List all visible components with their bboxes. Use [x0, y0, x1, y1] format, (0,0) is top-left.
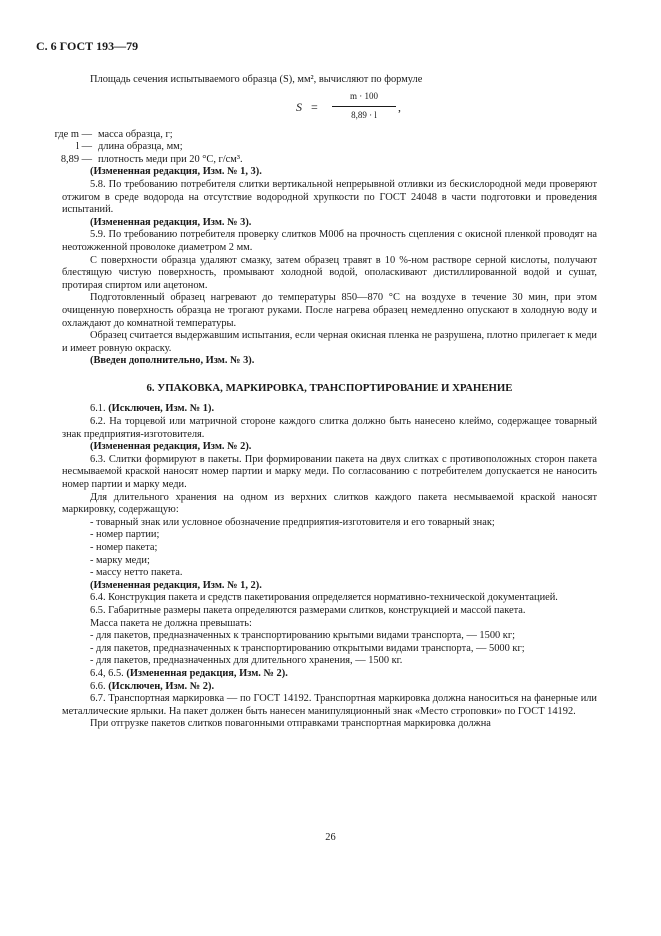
definition-sym: m — — [70, 128, 92, 140]
clause-6-1 — [62, 403, 597, 416]
list-item: - для пакетов, предназначенных для длительного хранения, — 1500 кг. — [90, 655, 403, 667]
formula-comma: , — [398, 99, 401, 114]
amendment-note: (Исключен, Изм. № 2). — [108, 680, 215, 692]
section-heading: 6. УПАКОВКА, МАРКИРОВКА, ТРАНСПОРТИРОВАНИЕ И ХРАНЕНИЕ — [146, 381, 513, 394]
clause-6-4-6-5 — [62, 668, 597, 681]
paragraph: Для длительного хранения на одном из верхних слитков каждого пакета несмываемой краской наносят маркировку, содержащую: — [62, 491, 597, 516]
list-item: - товарный знак или условное обозначение предприятия-изготовителя и его товарный знак; — [90, 516, 495, 528]
list-item: - для пакетов, предназначенных к транспортированию открытыми видами транспорта, — 5000 кг; — [90, 642, 525, 654]
list-item: - номер пакета; — [90, 542, 158, 553]
list-item: - марку меди; — [90, 554, 150, 566]
amendment-note: (Измененная редакция, Изм. № 2). — [126, 667, 288, 679]
formula-lhs: S — [296, 99, 302, 114]
formula-equals: = — [311, 99, 318, 114]
area-formula — [62, 89, 597, 127]
clause-6-3: 6.3. Слитки формируют в пакеты. При формировании пакета на двух слитках с противоположных сторон пакета несмываемой краской наносят номер партии и марку меди. По согласованию с потребителем допускается не наносить номер партии и марку меди. — [62, 453, 597, 491]
list-item: - номер партии; — [90, 529, 160, 541]
page-number: 26 — [325, 832, 336, 843]
clause-6-4: 6.4. Конструкция пакета и средств пакетирования определяется нормативно-технической документацией. — [90, 592, 558, 604]
paragraph: С поверхности образца удаляют смазку, затем образец травят в 10 %-ном растворе серной кислоты, получают блестящую чистую поверхность, промывают холодной водой, ополаскивают дистиллированной водой и сушат, протирая спиртом или ацетоном. — [62, 254, 597, 291]
list-item: - массу нетто пакета. — [90, 567, 183, 579]
paragraph: При отгрузке пакетов слитков повагонными отправками транспортная маркировка должна — [90, 718, 491, 730]
definition-symbol — [44, 129, 98, 142]
definition-prefix: где — [54, 128, 69, 140]
paragraph: Подготовленный образец нагревают до температуры 850—870 °С на воздухе в течение 30 мин, при этом очищенную поверхность образца не трогают руками. После нагрева образец немедленно опускают в холодную воду и охлаждают до комнатной температуры. — [62, 292, 597, 329]
definition-row — [62, 154, 597, 167]
definition-sym: l — — [76, 141, 92, 153]
clause-6-2: 6.2. На торцевой или матричной стороне каждого слитка должно быть нанесено клеймо, содержащее товарный знак предприятия-изготовителя. — [62, 416, 597, 440]
formula-denominator: 8,89 · l — [351, 109, 377, 120]
document-body — [54, 74, 597, 731]
definition-sym: 8,89 — — [60, 153, 92, 165]
definition-row — [62, 141, 597, 154]
clause-5-9: 5.9. По требованию потребителя проверку слитков М00б на прочность сцепления с окисной пленкой проводят на неотожженной проволоке диаметром 2 мм. — [62, 229, 597, 253]
clause-number: 6.1. — [90, 403, 106, 415]
fraction-bar — [332, 106, 396, 107]
clause-6-5: 6.5. Габаритные размеры пакета определяются размерами слитков, конструкцией и массой пакета. — [90, 604, 526, 616]
clause-5-8: 5.8. По требованию потребителя слитки вертикальной непрерывной отливки из бескислородной меди проверяют отжигом в среде водорода на отсутствие водородной хрупкости по ГОСТ 24048 в части подготовки и проведения испытаний. — [62, 178, 597, 216]
formula-intro: Площадь сечения испытываемого образца (S), мм², вычисляют по формуле — [90, 74, 423, 85]
paragraph: Образец считается выдержавшим испытания, если черная окисная пленка не разрушена, плотно прилегает к меди и имеет ровную окраску. — [62, 330, 597, 354]
page-header: С. 6 ГОСТ 193—79 — [36, 39, 139, 53]
amendment-note: (Измененная редакция, Изм. № 1, 2). — [90, 579, 262, 591]
amendment-note: (Измененная редакция, Изм. № 2). — [90, 441, 252, 453]
definition-text: плотность меди при 20 °С, г/см³. — [98, 153, 243, 165]
definition-row — [54, 128, 597, 142]
amendment-note: (Измененная редакция, Изм. № 1, 3). — [90, 166, 262, 178]
formula-definitions — [54, 128, 597, 167]
paragraph: Масса пакета не должна превышать: — [90, 617, 252, 629]
definition-text: длина образца, мм; — [98, 141, 183, 153]
clause-number: 6.6. — [90, 680, 106, 692]
amendment-note: (Введен дополнительно, Изм. № 3). — [90, 355, 255, 367]
definition-text: масса образца, г; — [98, 128, 173, 140]
clause-6-7: 6.7. Транспортная маркировка — по ГОСТ 14192. Транспортная маркировка должна наноситься на фанерные или металлические ярлыки. На пакет должен быть нанесен манипуляционный знак «Место строповки» по ГОСТ 14192. — [62, 693, 597, 717]
clause-number: 6.4, 6.5. — [90, 667, 124, 679]
formula-numerator: m · 100 — [350, 90, 378, 101]
amendment-note: (Измененная редакция, Изм. № 3). — [90, 216, 252, 228]
amendment-note: (Исключен, Изм. № 1). — [108, 403, 215, 415]
clause-6-6 — [62, 681, 597, 694]
list-item: - для пакетов, предназначенных к транспортированию крытыми видами транспорта, — 1500 кг; — [90, 630, 516, 642]
